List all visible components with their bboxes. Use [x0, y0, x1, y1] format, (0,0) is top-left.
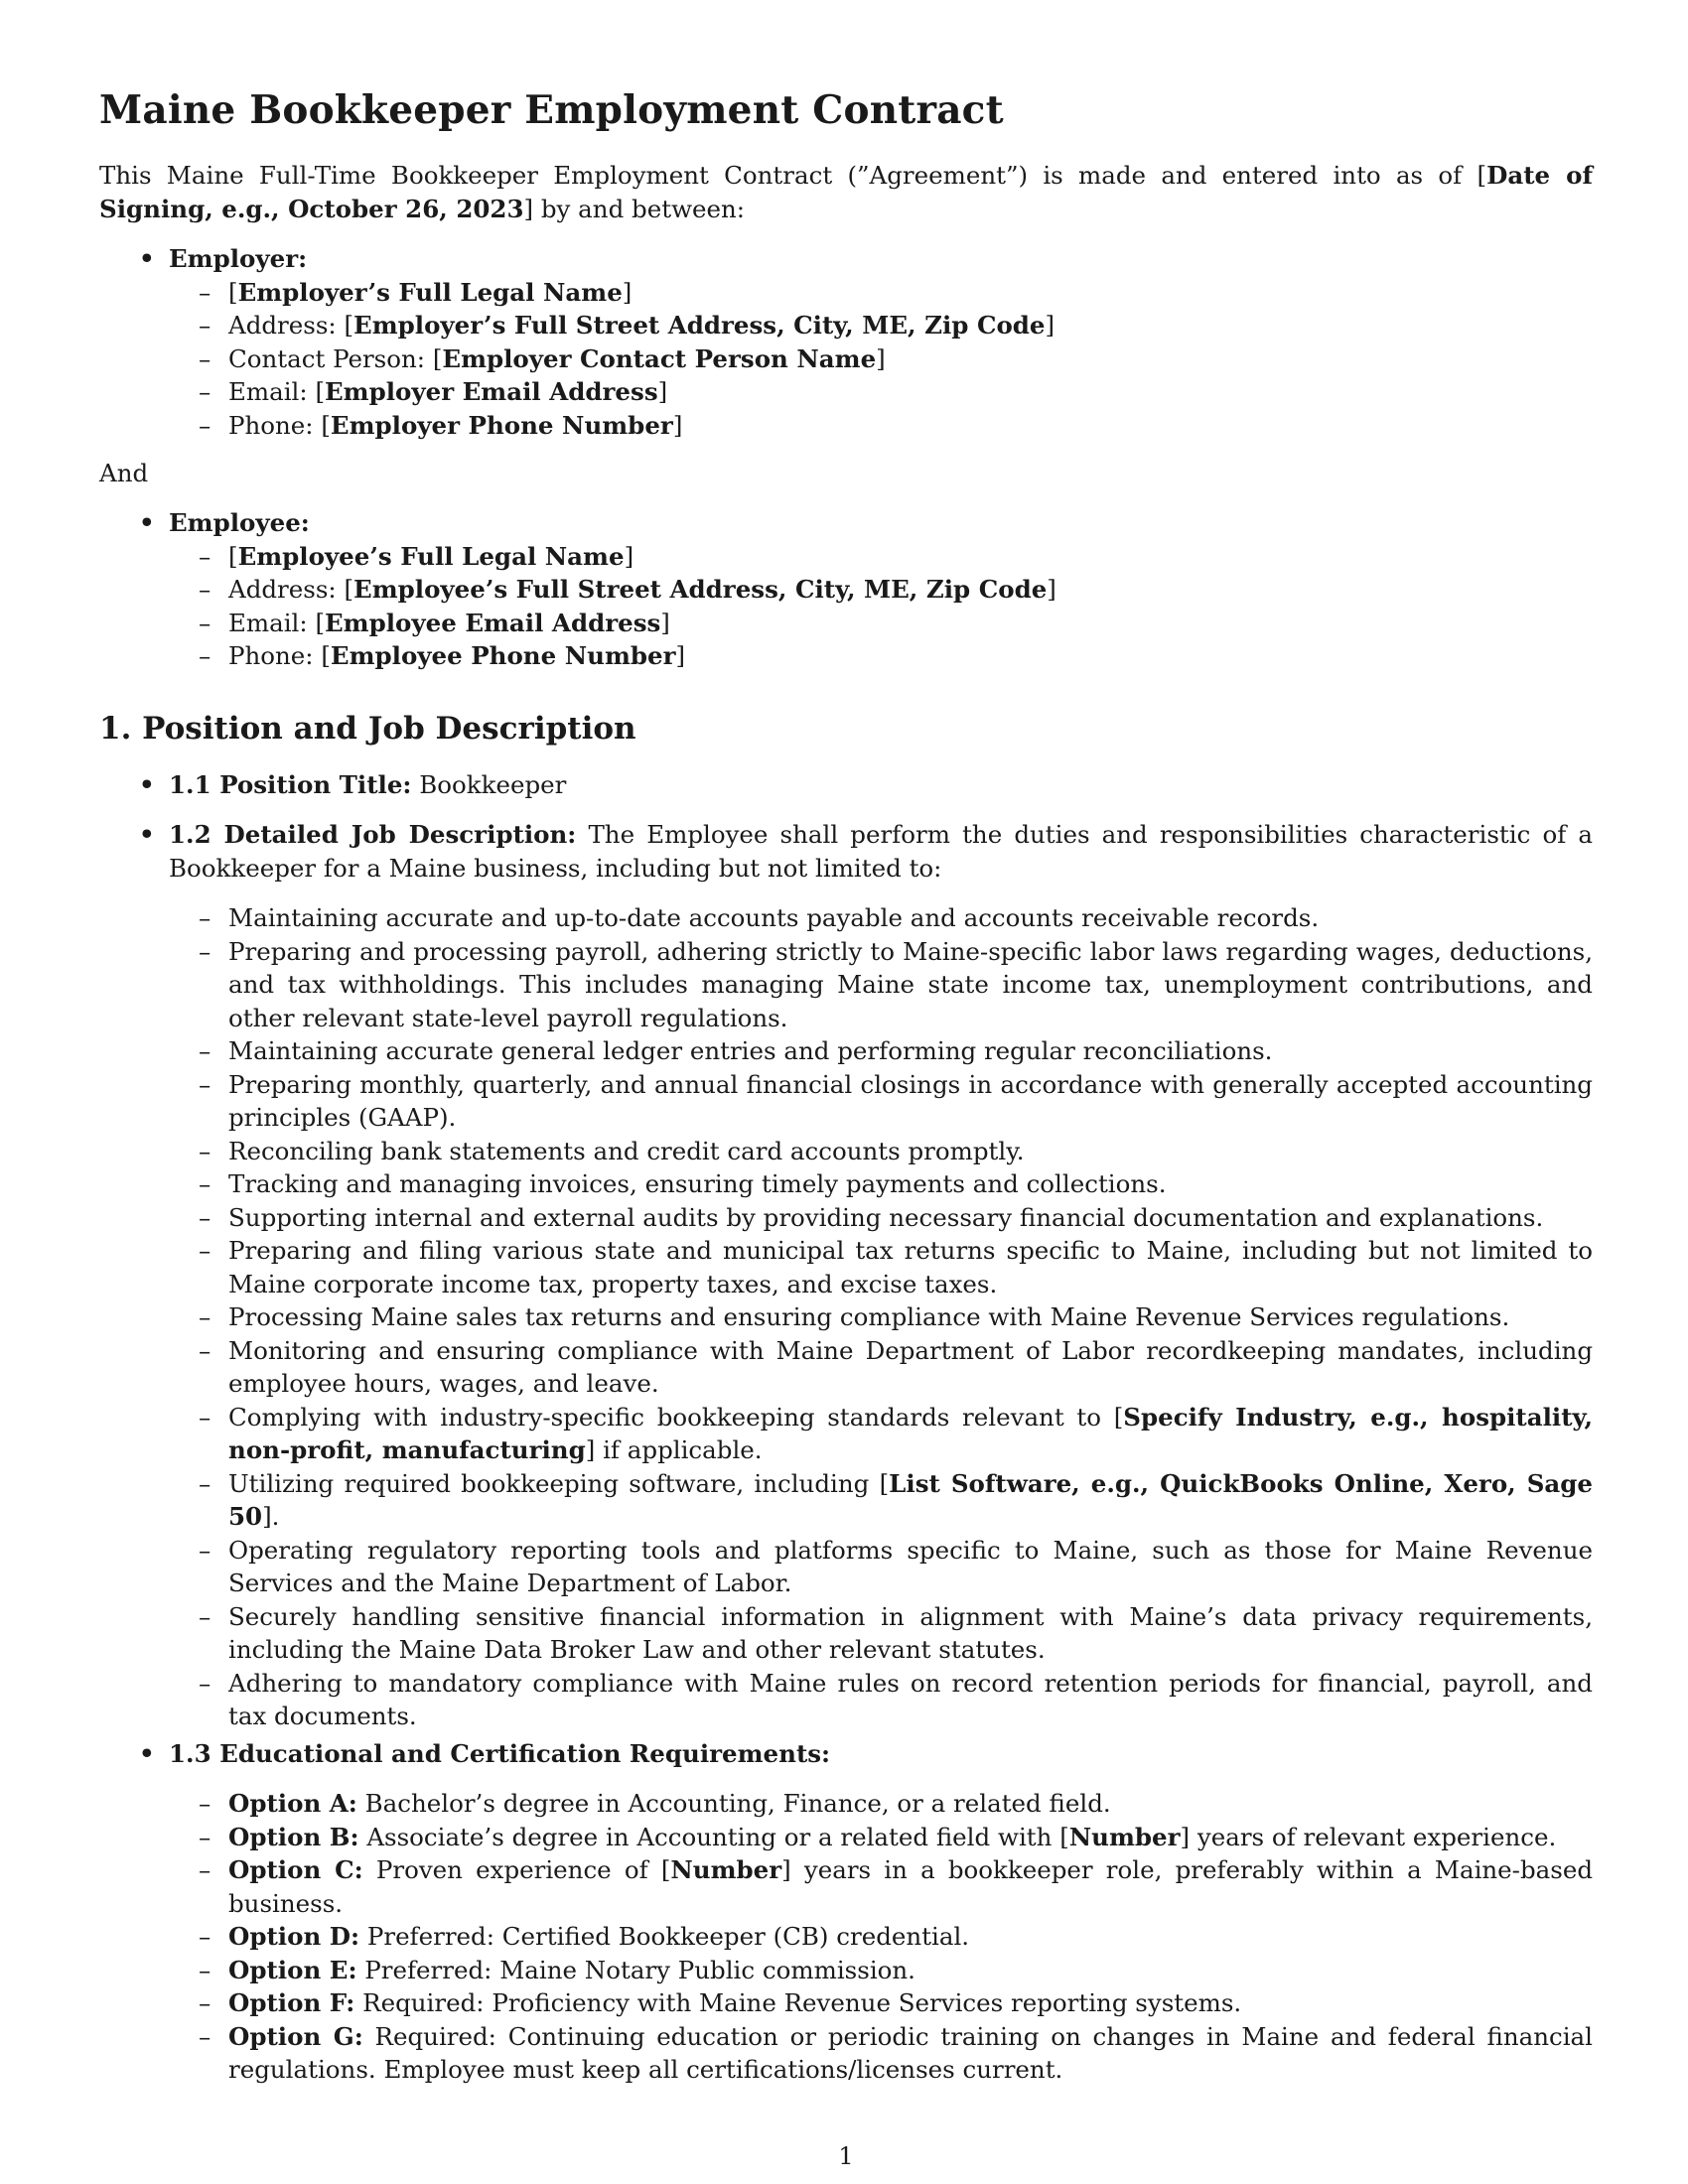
employer-phone: Employer Phone Number [330, 410, 673, 440]
option-text-post: ] years of relevant experience. [1180, 1822, 1557, 1851]
employer-contact-label: Contact Person: [228, 343, 433, 373]
option-item: – Option C: Proven experience of [Number] years in a bookkeeper role, preferably within a Maine-based business. [199, 1855, 1594, 1918]
intro-paragraph: This Maine Full-Time Bookkeeper Employment Contract (”Agreement”) is made and entered into as of [Date of Signing, e.g., October 26, 2023] by and between: [99, 161, 1594, 223]
employer-phone-item: – Phone: [Employer Phone Number] [199, 410, 683, 440]
duty-text: Operating regulatory reporting tools and platforms specific to Maine, such as those for Maine Revenue Services and the Maine Department of Labor. [228, 1535, 1593, 1597]
options-list [99, 1787, 1593, 2087]
employer-heading-item: • Employer: [139, 244, 308, 273]
duty-item-industry: – Complying with industry-specific bookkeeping standards relevant to [Specify Industry, e.g., hospitality, non-profit, manufacturing] if applicable. [199, 1402, 1593, 1464]
duty-text: Preparing monthly, quarterly, and annual financial closings in accordance with generally accepted accounting principles (GAAP). [228, 1069, 1593, 1132]
option-item: – Option G: Required: Continuing education or periodic training on changes in Maine and federal financial regulations. Employee must keep all certifications/licenses current. [199, 2021, 1593, 2084]
job-description-label: 1.2 Detailed Job Description: [169, 820, 577, 849]
employee-email-label: Email: [228, 608, 316, 637]
duty-item: – Maintaining accurate general ledger entries and performing regular reconciliations. [199, 1036, 1273, 1065]
employee-email-item: – Email: [Employee Email Address] [199, 608, 670, 637]
employee-heading: Employee: [169, 508, 310, 537]
duty-item: – Operating regulatory reporting tools and platforms specific to Maine, such as those for Maine Revenue Services and the Maine Department of Labor. [199, 1535, 1593, 1597]
and-text: And [99, 459, 149, 487]
date-placeholder: Date of Signing, e.g., October 26, 2023 [99, 161, 1594, 223]
duty-item: – Maintaining accurate and up-to-date accounts payable and accounts receivable records. [199, 903, 1320, 932]
employer-heading: Employer: [169, 244, 308, 273]
page-title: Maine Bookkeeper Employment Contract [99, 87, 1004, 133]
industry-text-pre: Complying with industry-specific bookkeeping standards relevant to [ [228, 1402, 1124, 1432]
education-heading: 1.3 Educational and Certification Requirements: [169, 1739, 831, 1768]
industry-placeholder: Specify Industry, e.g., hospitality, non-profit, manufacturing [228, 1402, 1593, 1464]
option-text: Bachelor’s degree in Accounting, Finance, or a related field. [356, 1789, 1111, 1818]
option-label: Option F: [228, 1988, 355, 2017]
position-title-label: 1.1 Position Title: [169, 770, 412, 799]
option-item: – Option A: Bachelor’s degree in Accounting, Finance, or a related field. [199, 1789, 1111, 1818]
option-text: Associate’s degree in Accounting or a related field with [ [358, 1822, 1069, 1851]
duty-text: Monitoring and ensuring compliance with Maine Department of Labor recordkeeping mandates, including employee hours, wages, and leave. [228, 1335, 1593, 1398]
option-label: Option G: [228, 2021, 363, 2051]
duty-item: – Processing Maine sales tax returns and ensuring compliance with Maine Revenue Services regulations. [199, 1302, 1510, 1331]
option-placeholder: Number [1068, 1822, 1181, 1851]
duty-item-software: – Utilizing required bookkeeping software, including [List Software, e.g., QuickBooks Online, Xero, Sage 50]. [199, 1468, 1593, 1531]
duty-text: Processing Maine sales tax returns and ensuring compliance with Maine Revenue Services regulations. [228, 1302, 1510, 1331]
employer-phone-label: Phone: [228, 410, 322, 440]
employer-address-item: – Address: [Employer’s Full Street Address, City, ME, Zip Code] [199, 311, 1055, 340]
duty-item: – Adhering to mandatory compliance with Maine rules on record retention periods for financial, payroll, and tax documents. [199, 1668, 1593, 1730]
option-item: – Option B: Associate’s degree in Accounting or a related field with [Number] years of relevant experience. [199, 1822, 1557, 1851]
duty-text: Supporting internal and external audits by providing necessary financial documentation and explanations. [228, 1202, 1544, 1232]
duty-text: Securely handling sensitive financial information in alignment with Maine’s data privacy requirements, including the Maine Data Broker Law and other relevant statutes. [228, 1601, 1593, 1664]
software-placeholder: List Software, e.g., QuickBooks Online, Xero, Sage 50 [228, 1468, 1593, 1531]
job-description-item: • 1.2 Detailed Job Description: The Employee shall perform the duties and responsibilities characteristic of a Bookkeeper for a Maine business, including but not limited to: [139, 820, 1593, 883]
option-item: – Option F: Required: Proficiency with Maine Revenue Services reporting systems. [199, 1988, 1242, 2017]
employer-email-item: – Email: [Employer Email Address] [199, 377, 668, 406]
page-number: 1 [838, 2142, 854, 2170]
employee-address-item: – Address: [Employee’s Full Street Address, City, ME, Zip Code] [199, 575, 1056, 604]
education-block [99, 1737, 1593, 1771]
employer-address-label: Address: [228, 311, 345, 340]
option-label: Option E: [228, 1955, 357, 1984]
employer-email-label: Email: [228, 377, 316, 406]
document-page [99, 0, 1593, 2184]
position-title-item: • 1.1 Position Title: Bookkeeper [139, 770, 567, 799]
duty-text: Maintaining accurate general ledger entries and performing regular reconciliations. [228, 1036, 1273, 1065]
duty-text: Reconciling bank statements and credit card accounts promptly. [228, 1136, 1025, 1165]
option-text-post: ] years in a bookkeeper role, preferably within a Maine-based business. [228, 1855, 1594, 1918]
industry-text-post: ] if applicable. [585, 1435, 763, 1464]
job-description-block [99, 818, 1593, 885]
employer-contact: Employer Contact Person Name [442, 343, 877, 373]
duty-item: – Preparing and processing payroll, adhering strictly to Maine-specific labor laws regarding wages, deductions, and tax withholdings. This includes managing Maine state income tax, unemployment contributions, and other relevant state-level payroll regulations. [199, 936, 1593, 1032]
duty-text: Preparing and processing payroll, adhering strictly to Maine-specific labor laws regarding wages, deductions, and tax withholdings. This includes managing Maine state income tax, unemployment contributions, and other relevant state-level payroll regulations. [228, 936, 1593, 1032]
employee-name: Employee’s Full Legal Name [237, 541, 625, 571]
duty-text: Preparing and filing various state and municipal tax returns specific to Maine, including but not limited to Maine corporate income tax, property taxes, and excise taxes. [228, 1236, 1593, 1298]
duty-item: – Tracking and managing invoices, ensuring timely payments and collections. [199, 1169, 1167, 1198]
employee-phone-label: Phone: [228, 641, 322, 670]
option-label: Option A: [228, 1789, 357, 1818]
duty-item: – Preparing monthly, quarterly, and annual financial closings in accordance with generally accepted accounting principles (GAAP). [199, 1069, 1593, 1132]
duty-item: – Supporting internal and external audits by providing necessary financial documentation and explanations. [199, 1202, 1544, 1232]
intro-text: This Maine Full-Time Bookkeeper Employment Contract (”Agreement”) is made and entered into as of [99, 161, 1477, 190]
duty-item: – Securely handling sensitive financial information in alignment with Maine’s data privacy requirements, including the Maine Data Broker Law and other relevant statutes. [199, 1601, 1593, 1664]
option-text: Required: Proficiency with Maine Revenue Services reporting systems. [354, 1988, 1242, 2017]
employee-phone-item: – Phone: [Employee Phone Number] [199, 641, 686, 670]
employee-heading-item: • Employee: [139, 508, 310, 537]
option-text: Preferred: Maine Notary Public commission. [356, 1955, 915, 1984]
option-item: – Option D: Preferred: Certified Bookkeeper (CB) credential. [199, 1922, 970, 1951]
employer-block [99, 242, 1593, 442]
duties-list [99, 901, 1593, 1733]
employee-phone: Employee Phone Number [330, 641, 676, 670]
option-item: – Option E: Preferred: Maine Notary Public commission. [199, 1955, 915, 1984]
employer-address: Employer’s Full Street Address, City, ME, Zip Code [353, 311, 1046, 340]
intro-text-after: by and between: [533, 195, 746, 223]
job-description-text: The Employee shall perform the duties and responsibilities characteristic of a Bookkeeper for a Maine business, including but not limited to: [169, 820, 1593, 883]
employee-address-label: Address: [228, 575, 345, 604]
duty-text: Adhering to mandatory compliance with Maine rules on record retention periods for financial, payroll, and tax documents. [228, 1668, 1593, 1730]
employer-contact-item: – Contact Person: [Employer Contact Person Name] [199, 343, 886, 373]
employee-email: Employee Email Address [325, 608, 661, 637]
option-label: Option D: [228, 1922, 360, 1951]
employee-address: Employee’s Full Street Address, City, ME, Zip Code [353, 575, 1048, 604]
duty-text: Maintaining accurate and up-to-date accounts payable and accounts receivable records. [228, 903, 1320, 932]
option-placeholder: Number [670, 1855, 782, 1884]
option-text: Required: Continuing education or periodic training on changes in Maine and federal financial regulations. Employee must keep all certifications/licenses current. [228, 2021, 1593, 2084]
position-title-value: Bookkeeper [411, 770, 567, 799]
software-text-post: ]. [262, 1502, 280, 1531]
position-title-block [99, 768, 1593, 802]
employee-name-item: – [Employee’s Full Legal Name] [199, 541, 634, 571]
duty-item: – Reconciling bank statements and credit card accounts promptly. [199, 1136, 1025, 1165]
duty-text: Tracking and managing invoices, ensuring timely payments and collections. [228, 1169, 1167, 1198]
duty-item: – Preparing and filing various state and municipal tax returns specific to Maine, including but not limited to Maine corporate income tax, property taxes, and excise taxes. [199, 1236, 1593, 1298]
employer-name-item: – [Employer’s Full Legal Name] [199, 277, 633, 307]
option-label: Option C: [228, 1855, 363, 1884]
software-text-pre: Utilizing required bookkeeping software, including [ [228, 1468, 890, 1498]
option-text: Proven experience of [ [362, 1855, 671, 1884]
employer-email: Employer Email Address [325, 377, 658, 406]
option-text: Preferred: Certified Bookkeeper (CB) credential. [359, 1922, 970, 1951]
education-heading-item: • 1.3 Educational and Certification Requirements: [139, 1739, 831, 1768]
employer-name: Employer’s Full Legal Name [237, 277, 623, 307]
section-1-heading: 1. Position and Job Description [99, 711, 636, 747]
option-label: Option B: [228, 1822, 359, 1851]
employee-block [99, 506, 1593, 673]
duty-item: – Monitoring and ensuring compliance with Maine Department of Labor recordkeeping mandates, including employee hours, wages, and leave. [199, 1335, 1593, 1398]
